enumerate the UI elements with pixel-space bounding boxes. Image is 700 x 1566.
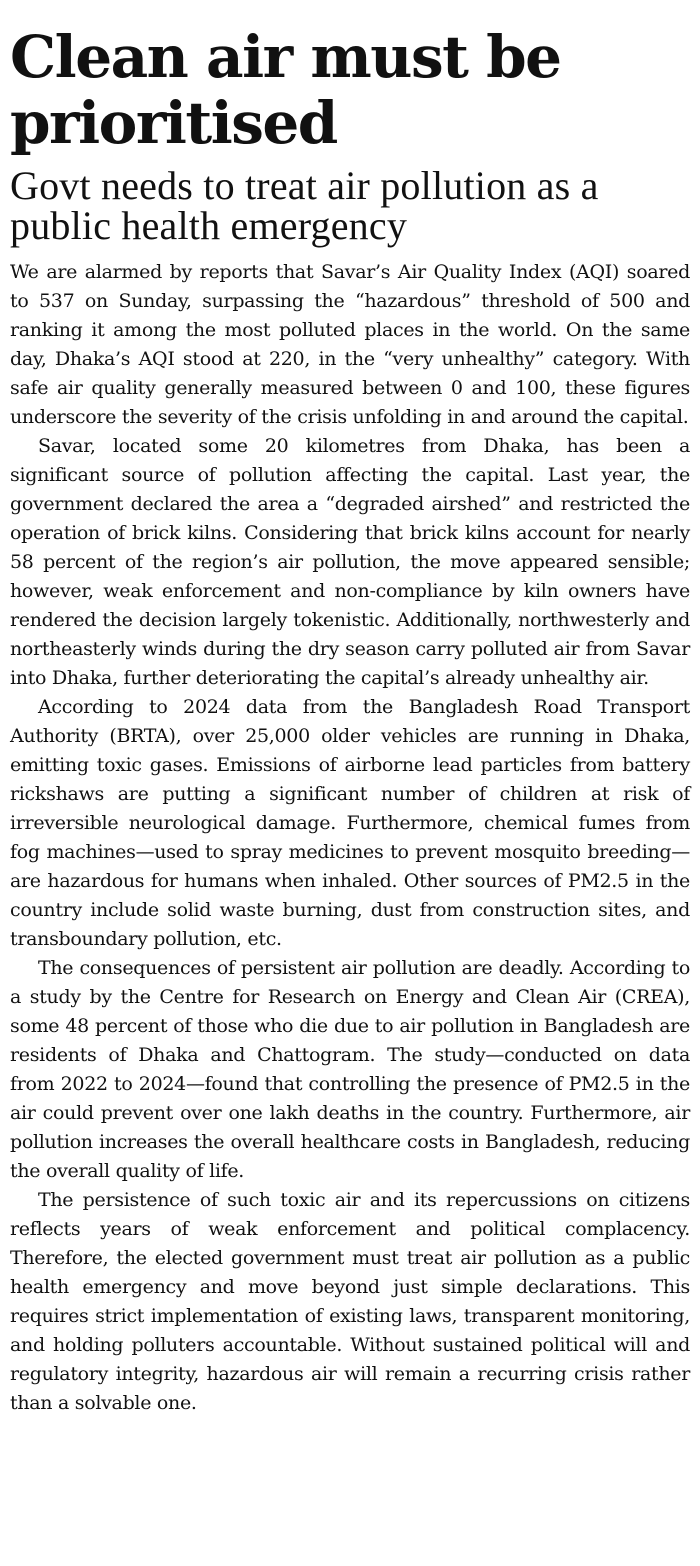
paragraph-2: Savar, located some 20 kilometres from Dhaka, has been a significant source of pollution affecting the capital. Last year, the government declared the area a “degraded airshed” and restricted the operation of brick kilns. Considering that brick kilns account for nearly 58 percent of the region’s air pollution, the move appeared sensible; however, weak enforcement and non-compliance by kiln owners have rendered the decision largely tokenistic. Additionally, northwesterly and northeasterly winds during the dry season carry polluted air from Savar into Dhaka, further deteriorating the capital’s already unhealthy air. — [10, 435, 690, 689]
paragraph-5: The persistence of such toxic air and its repercussions on citizens reflects years of weak enforcement and political complacency. Therefore, the elected government must treat air pollution as a public health emergency and move beyond just simple declarations. This requires strict implementation of existing laws, transparent monitoring, and holding polluters accountable. Without sustained political will and regulatory integrity, hazardous air will remain a recurring crisis rather than a solvable one. — [10, 1189, 690, 1414]
paragraph-1: We are alarmed by reports that Savar’s Air Quality Index (AQI) soared to 537 on Sunday, surpassing the “hazardous” threshold of 500 and ranking it among the most polluted places in the world. On the same day, Dhaka’s AQI stood at 220, in the “very unhealthy” category. With safe air quality generally measured between 0 and 100, these figures underscore the severity of the crisis unfolding in and around the capital. — [10, 261, 690, 428]
paragraph-3: According to 2024 data from the Bangladesh Road Transport Authority (BRTA), over 25,000 older vehicles are running in Dhaka, emitting toxic gases. Emissions of airborne lead particles from battery rickshaws are putting a significant number of children at risk of irreversible neurological damage. Furthermore, chemical fumes from fog machines—used to spray medicines to prevent mosquito breeding—are hazardous for humans when inhaled. Other sources of PM2.5 in the country include solid waste burning, dust from construction sites, and transboundary pollution, etc. — [10, 696, 690, 950]
headline: Clean air must be prioritised — [10, 23, 561, 157]
subheadline: Govt needs to treat air pollution as a public health emergency — [10, 163, 599, 248]
article-body — [10, 258, 690, 1418]
paragraph-4: The consequences of persistent air pollution are deadly. According to a study by the Centre for Research on Energy and Clean Air (CREA), some 48 percent of those who die due to air pollution in Bangladesh are residents of Dhaka and Chattogram. The study—conducted on data from 2022 to 2024—found that controlling the presence of PM2.5 in the air could prevent over one lakh deaths in the country. Furthermore, air pollution increases the overall healthcare costs in Bangladesh, reducing the overall quality of life. — [10, 957, 690, 1182]
